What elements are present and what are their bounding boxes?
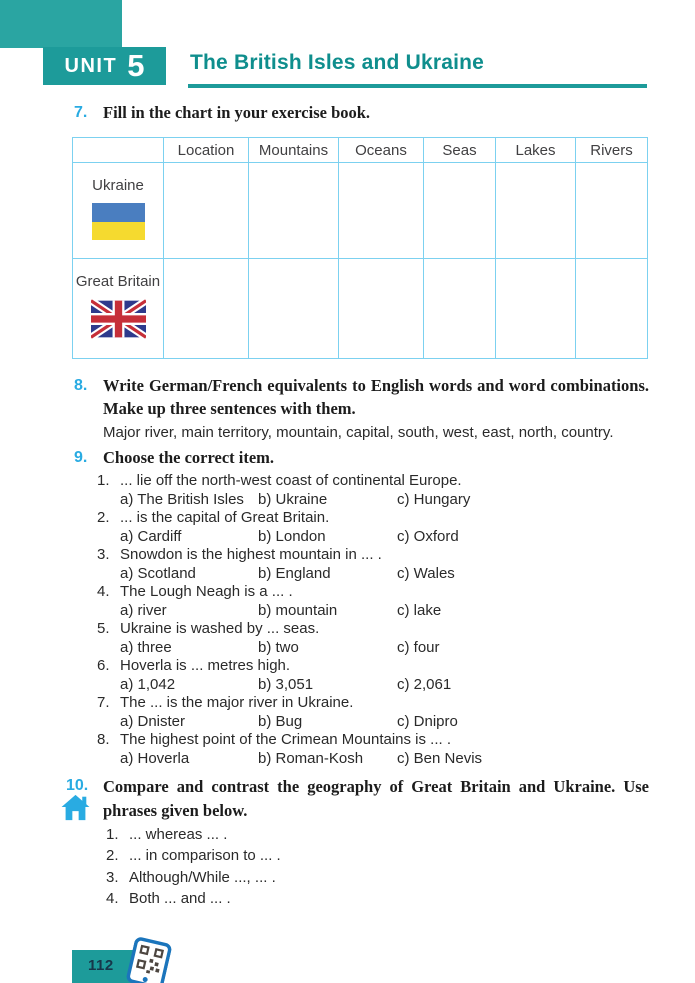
column-header: Oceans	[339, 138, 424, 163]
option-a: a) 1,042	[120, 675, 176, 693]
table-row	[73, 163, 648, 259]
empty-cell	[424, 163, 496, 259]
empty-cell	[249, 163, 339, 259]
unit-number: 5	[127, 47, 145, 83]
table-header-row	[73, 138, 648, 163]
chart-table	[72, 137, 648, 359]
option-b: b) London	[258, 527, 326, 545]
option-b: b) Bug	[258, 712, 303, 730]
options-row	[0, 491, 695, 509]
option-c: c) 2,061	[397, 675, 452, 693]
option-a: a) three	[120, 638, 172, 656]
phrase-text: Both ... and ... .	[129, 889, 231, 907]
empty-cell	[424, 259, 496, 359]
questions-list	[0, 472, 695, 772]
empty-cell	[164, 163, 249, 259]
option-b: b) England	[258, 564, 331, 582]
phrase-item	[0, 869, 695, 890]
unit-badge	[43, 47, 166, 85]
option-a: a) Dnister	[120, 712, 186, 730]
phrase-text: ... in comparison to ... .	[129, 847, 281, 865]
country-cell	[73, 259, 164, 359]
question-item	[0, 620, 695, 657]
phrase-item	[0, 847, 695, 868]
question-number: 5.	[97, 620, 110, 637]
question-text: ... lie off the north-west coast of continental Europe.	[120, 472, 462, 489]
corner-cell	[73, 138, 164, 163]
question-text: Ukraine is washed by ... seas.	[120, 620, 320, 637]
exercise9-number: 9.	[74, 449, 88, 466]
question-item	[0, 694, 695, 731]
header-teal-block	[0, 0, 122, 48]
option-a: a) Hoverla	[120, 749, 190, 767]
option-b: b) two	[258, 638, 299, 656]
country-label: Ukraine	[92, 176, 144, 194]
option-a: a) The British Isles	[120, 490, 244, 508]
question-text: Hoverla is ... metres high.	[120, 657, 291, 674]
phrase-number: 3.	[106, 868, 119, 886]
option-c: c) Wales	[397, 564, 455, 582]
empty-cell	[249, 259, 339, 359]
option-b: b) 3,051	[258, 675, 314, 693]
question-number: 1.	[97, 472, 110, 489]
exercise8-number: 8.	[74, 377, 88, 394]
option-c: c) Oxford	[397, 527, 459, 545]
option-c: c) Dnipro	[397, 712, 458, 730]
option-a: a) Scotland	[120, 564, 196, 582]
options-row	[0, 676, 695, 694]
column-header: Mountains	[249, 138, 339, 163]
phrase-item	[0, 890, 695, 911]
phrases-list	[0, 826, 695, 921]
home-icon	[61, 794, 90, 821]
question-number: 4.	[97, 583, 110, 600]
question-text: The highest point of the Crimean Mountains is ... .	[120, 731, 452, 748]
question-item	[0, 472, 695, 509]
question-item	[0, 509, 695, 546]
option-b: b) Ukraine	[258, 490, 328, 508]
question-number: 7.	[97, 694, 110, 711]
options-row	[0, 713, 695, 731]
question-item	[0, 546, 695, 583]
options-row	[0, 750, 695, 768]
options-row	[0, 565, 695, 583]
title-underline	[188, 84, 647, 88]
option-a: a) Cardiff	[120, 527, 182, 545]
table-row	[73, 259, 648, 359]
question-text: The Lough Neagh is a ... .	[120, 583, 293, 600]
question-number: 8.	[97, 731, 110, 748]
question-number: 2.	[97, 509, 110, 526]
phrase-number: 1.	[106, 826, 119, 843]
qr-phone-icon	[125, 935, 173, 983]
option-c: c) lake	[397, 601, 442, 619]
page-number: 112	[88, 957, 114, 974]
empty-cell	[339, 163, 424, 259]
exercise8-instruction: Write German/French equivalents to English words and word combinations. Make up three sentences with them.	[103, 376, 649, 418]
unit-label: UNIT	[64, 54, 118, 77]
empty-cell	[339, 259, 424, 359]
option-b: b) Roman-Kosh	[258, 749, 364, 767]
empty-cell	[496, 259, 576, 359]
column-header: Seas	[424, 138, 496, 163]
empty-cell	[496, 163, 576, 259]
options-row	[0, 528, 695, 546]
country-cell	[73, 163, 164, 259]
option-c: c) four	[397, 638, 440, 656]
country-label: Great Britain	[75, 273, 161, 290]
phrase-text: ... whereas ... .	[129, 826, 228, 843]
exercise7-instruction: Fill in the chart in your exercise book.	[103, 103, 371, 122]
option-a: a) river	[120, 601, 167, 619]
question-text: Snowdon is the highest mountain in ... .	[120, 546, 382, 563]
options-row	[0, 639, 695, 657]
question-text: ... is the capital of Great Britain.	[120, 509, 330, 526]
question-item	[0, 657, 695, 694]
exercise7-number: 7.	[74, 104, 88, 121]
exercise8-word-list: Major river, main territory, mountain, capital, south, west, east, north, country.	[103, 424, 614, 441]
question-text: The ... is the major river in Ukraine.	[120, 694, 354, 711]
exercise10-number: 10.	[66, 777, 89, 794]
options-row	[0, 602, 695, 620]
phrase-number: 4.	[106, 889, 119, 907]
question-item	[0, 583, 695, 620]
exercise10-instruction: Compare and contrast the geography of Great Britain and Ukraine. Use phrases given below.	[103, 777, 649, 820]
empty-cell	[164, 259, 249, 359]
question-number: 3.	[97, 546, 110, 563]
great-britain-flag-icon	[91, 299, 146, 339]
column-header: Lakes	[496, 138, 576, 163]
phrase-number: 2.	[106, 847, 119, 865]
column-header: Rivers	[576, 138, 648, 163]
column-header: Location	[164, 138, 249, 163]
empty-cell	[576, 259, 648, 359]
question-number: 6.	[97, 657, 110, 674]
option-b: b) mountain	[258, 601, 338, 619]
empty-cell	[576, 163, 648, 259]
phrase-item	[0, 826, 695, 847]
option-c: c) Ben Nevis	[397, 749, 483, 767]
phrase-text: Although/While ..., ... .	[129, 868, 276, 886]
option-c: c) Hungary	[397, 490, 471, 508]
exercise9-instruction: Choose the correct item.	[103, 448, 275, 467]
question-item	[0, 731, 695, 768]
page-title: The British Isles and Ukraine	[190, 51, 485, 74]
ukraine-flag-icon	[92, 203, 145, 240]
